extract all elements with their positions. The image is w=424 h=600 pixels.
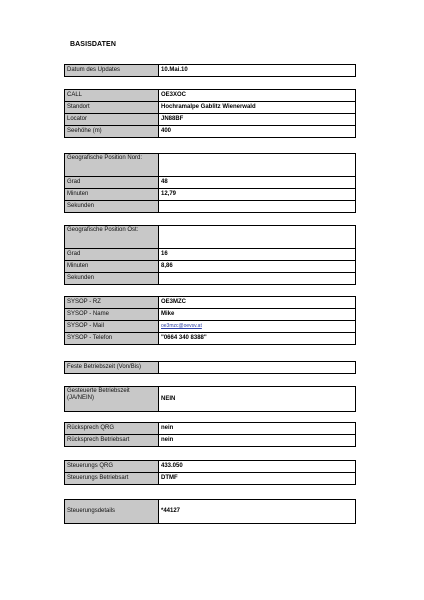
fixed-time-label: Feste Betriebszeit (Von/Bis) xyxy=(65,362,159,374)
sysop-rz-label: SYSOP - RZ xyxy=(65,297,159,309)
north-position-label: Geografische Position Nord: xyxy=(65,154,159,177)
sysop-mail-label: SYSOP - Mail xyxy=(65,321,159,333)
control-qrg-label: Steuerungs QRG xyxy=(65,461,159,473)
east-seconds-label: Sekunden xyxy=(65,273,159,285)
control-details-value: *44127 xyxy=(159,500,356,524)
east-position-value xyxy=(159,226,356,249)
fixed-time-value xyxy=(159,362,356,374)
altitude-label: Seehöhe (m) xyxy=(65,126,159,138)
call-value: OE3XOC xyxy=(159,90,356,102)
north-position-value xyxy=(159,154,356,177)
east-seconds-value xyxy=(159,273,356,285)
control-table xyxy=(64,460,356,485)
north-seconds-label: Sekunden xyxy=(65,201,159,213)
sysop-phone-value: "0664 340 8388" xyxy=(159,333,356,345)
north-seconds-value xyxy=(159,201,356,213)
return-call-table xyxy=(64,422,356,447)
return-qrg-value: nein xyxy=(159,423,356,435)
return-mode-label: Rücksprech Betriebsart xyxy=(65,435,159,447)
control-details-table xyxy=(64,499,356,524)
locator-value: JN88BF xyxy=(159,114,356,126)
north-degree-value: 48 xyxy=(159,177,356,189)
location-value: Hochramalpe Gablitz Wienerwald xyxy=(159,102,356,114)
control-details-label: Steuerungsdetails xyxy=(65,500,159,524)
east-position-label: Geografische Position Ost: xyxy=(65,226,159,249)
north-minutes-value: 12,79 xyxy=(159,189,356,201)
control-mode-label: Steuerungs Betriebsart xyxy=(65,473,159,485)
update-table xyxy=(64,64,356,77)
sysop-mail-link[interactable]: oe3mzc@oevsv.at xyxy=(161,323,202,330)
east-degree-value: 16 xyxy=(159,249,356,261)
sysop-name-label: SYSOP - Name xyxy=(65,309,159,321)
altitude-value: 400 xyxy=(159,126,356,138)
locator-label: Locator xyxy=(65,114,159,126)
call-label: CALL xyxy=(65,90,159,102)
north-minutes-label: Minuten xyxy=(65,189,159,201)
control-qrg-value: 433.050 xyxy=(159,461,356,473)
controlled-time-table xyxy=(64,386,356,412)
station-table xyxy=(64,89,356,138)
fixed-time-table xyxy=(64,361,356,374)
location-label: Standort xyxy=(65,102,159,114)
return-qrg-label: Rücksprech QRG xyxy=(65,423,159,435)
sysop-table xyxy=(64,296,356,345)
east-position-table xyxy=(64,225,356,285)
sysop-name-value: Mike xyxy=(159,309,356,321)
east-minutes-value: 8,86 xyxy=(159,261,356,273)
east-degree-label: Grad xyxy=(65,249,159,261)
update-date-value: 10.Mai.10 xyxy=(159,65,356,77)
north-degree-label: Grad xyxy=(65,177,159,189)
control-mode-value: DTMF xyxy=(159,473,356,485)
north-position-table xyxy=(64,153,356,213)
controlled-time-value: NEIN xyxy=(159,387,356,412)
sysop-rz-value: OE3MZC xyxy=(159,297,356,309)
return-mode-value: nein xyxy=(159,435,356,447)
sysop-phone-label: SYSOP - Telefon xyxy=(65,333,159,345)
page-title: BASISDATEN xyxy=(70,41,116,48)
east-minutes-label: Minuten xyxy=(65,261,159,273)
update-date-label: Datum des Updates xyxy=(65,65,159,77)
controlled-time-label: Gesteuerte Betriebszeit (JA/NEIN) xyxy=(65,387,159,412)
